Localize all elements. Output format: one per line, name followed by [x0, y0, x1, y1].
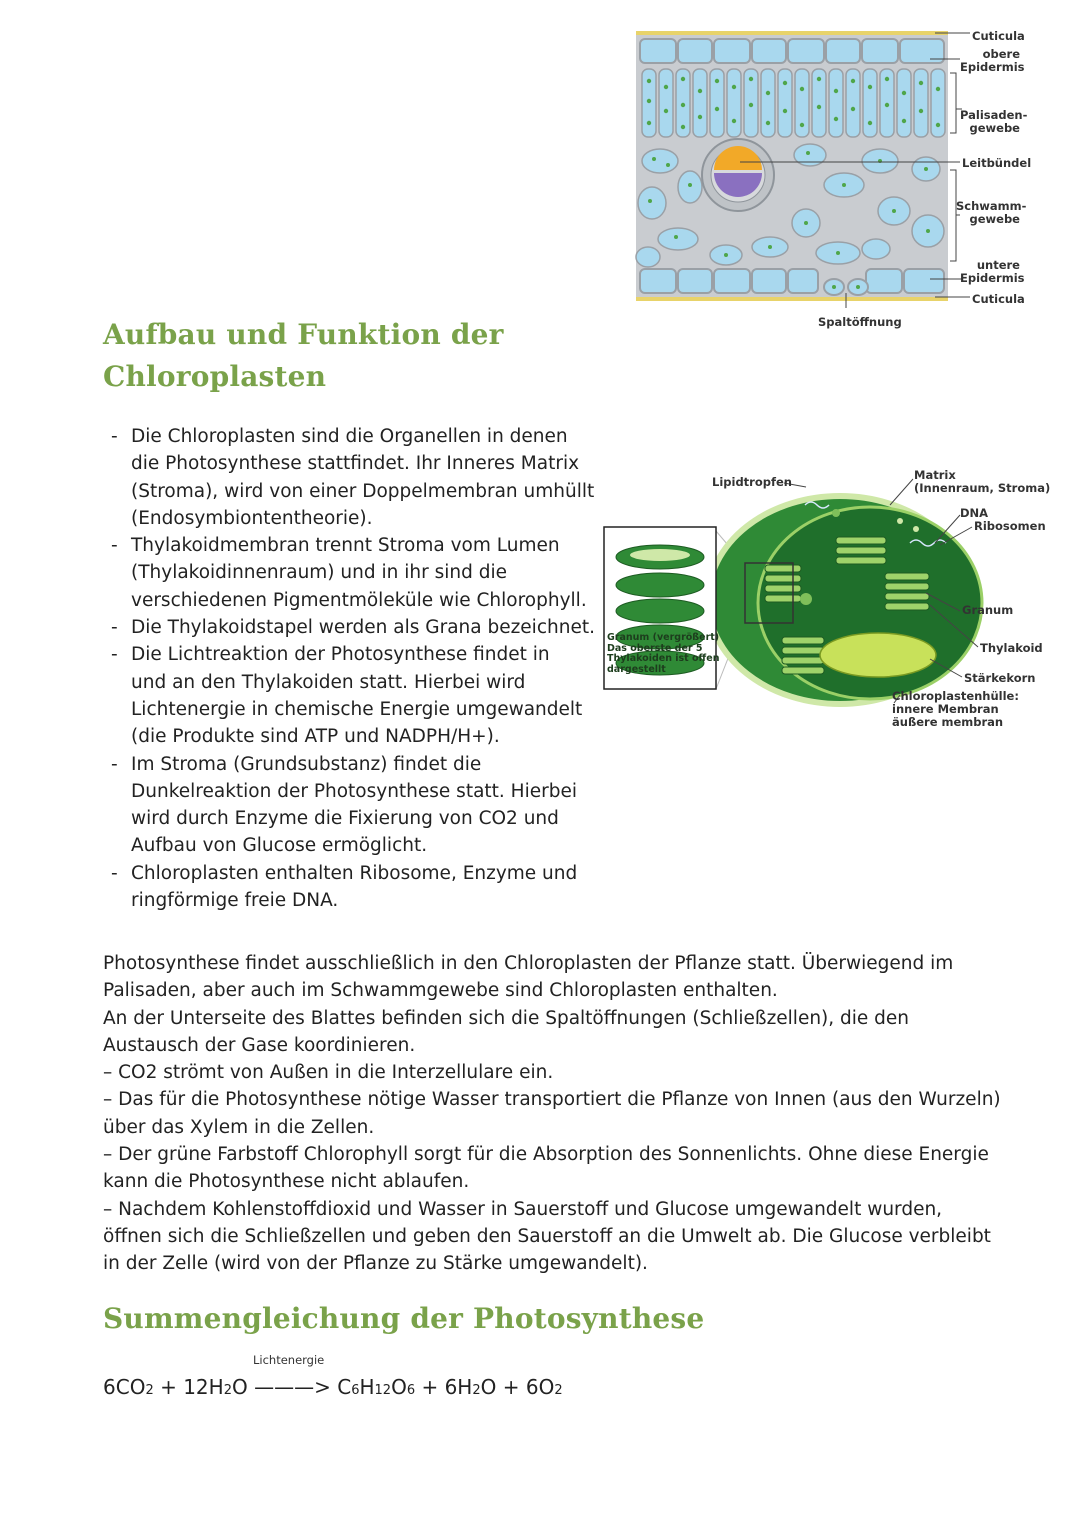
energy-label: Lichtenergie — [253, 1353, 325, 1367]
label-palisade: Palisaden- gewebe — [960, 108, 1028, 135]
chloroplast-diagram — [600, 465, 1060, 740]
reaction-arrow: ———> — [254, 1375, 331, 1399]
label-stoma: Spaltöffnung — [818, 315, 902, 329]
chloroplast-bullet-list — [103, 423, 603, 914]
summary-equation: 6CO2 + 12H2O ———> C6H12O6 + 6H2O + 6O2 — [103, 1375, 563, 1399]
label-lipid-droplet: Lipidtropfen — [712, 475, 792, 489]
label-spongy: Schwamm- gewebe — [956, 199, 1027, 226]
list-item: - Die Lichtreaktion der Photosynthese findet in und an den Thylakoiden statt. Hierbei wird Lichtenergie in chemische Energie umgewandelt (die Produkte sind ATP und NADPH/H+). — [103, 641, 603, 750]
label-vascular-bundle: Leitbündel — [962, 156, 1032, 170]
label-cuticula-top: Cuticula — [972, 29, 1025, 43]
label-envelope: Chloroplastenhülle: innere Membran äußere membran — [892, 689, 1019, 729]
label-dna: DNA — [960, 506, 989, 520]
label-lower-epidermis: untere Epidermis — [960, 258, 1025, 285]
label-thylakoid: Thylakoid — [980, 641, 1043, 655]
leaf-diagram — [630, 25, 1040, 335]
label-granum-enlarged: Granum (vergrößert) Das oberste der 5 Thylakoiden ist offen dargestellt — [607, 632, 720, 675]
list-item: - Im Stroma (Grundsubstanz) findet die Dunkelreaktion der Photosynthese statt. Hierbei wird durch Enzyme die Fixierung von CO2 und Aufbau von Glucose ermöglicht. — [103, 751, 603, 860]
label-upper-epidermis: obere Epidermis — [960, 47, 1025, 74]
label-granum: Granum — [962, 603, 1014, 617]
section-title-equation: Summengleichung der Photosynthese — [103, 1302, 705, 1335]
title-line-2: Chloroplasten — [103, 360, 327, 393]
label-ribosomes: Ribosomen — [974, 519, 1046, 533]
list-item: - Die Thylakoidstapel werden als Grana bezeichnet. — [103, 614, 603, 641]
photosynthesis-paragraph: Photosynthese findet ausschließlich in den Chloroplasten der Pflanze statt. Überwiegend im Palisaden, aber auch im Schwammgewebe sind Chloroplasten enthalten. An der Unterseite des Blattes befinden sich die Spaltöffnungen (Schließzellen), die den Austausch der Gase koordinieren. – CO2 strömt von Außen in die Interzellulare ein. – Das für die Photosynthese nötige Wasser transportiert die Pflanze von Innen (aus den Wurzeln) über das Xylem in die Zellen. – Der grüne Farbstoff Chlorophyll sorgt für die Absorption des Sonnenlichts. Ohne diese Energie kann die Photosynthese nicht ablaufen. – Nachdem Kohlenstoffdioxid und Wasser in Sauerstoff und Glucose umgewandelt wurden, öffnen sich die Schließzellen und geben den Sauerstoff an die Umwelt ab. Die Glucose verbleibt in der Zelle (wird von der Pflanze zu Stärke umgewandelt). — [103, 953, 1001, 1275]
label-starch: Stärkekorn — [964, 671, 1036, 685]
list-item: - Die Chloroplasten sind die Organellen in denen die Photosynthese stattfindet. Ihr Inneres Matrix (Stroma), wird von einer Doppelmembran umhüllt (Endosymbiontentheorie). — [103, 423, 603, 532]
label-cuticula-bottom: Cuticula — [972, 292, 1025, 306]
title-line-1: Aufbau und Funktion der — [103, 318, 504, 351]
label-matrix: Matrix (Innenraum, Stroma) — [914, 468, 1051, 495]
list-item: - Thylakoidmembran trennt Stroma vom Lumen (Thylakoidinnenraum) und in ihr sind die verschiedenen Pigmentmöleküle wie Chlorophyll. — [103, 532, 603, 614]
list-item: - Chloroplasten enthalten Ribosome, Enzyme und ringförmige freie DNA. — [103, 860, 603, 915]
section-title-chloroplasts — [103, 314, 504, 398]
